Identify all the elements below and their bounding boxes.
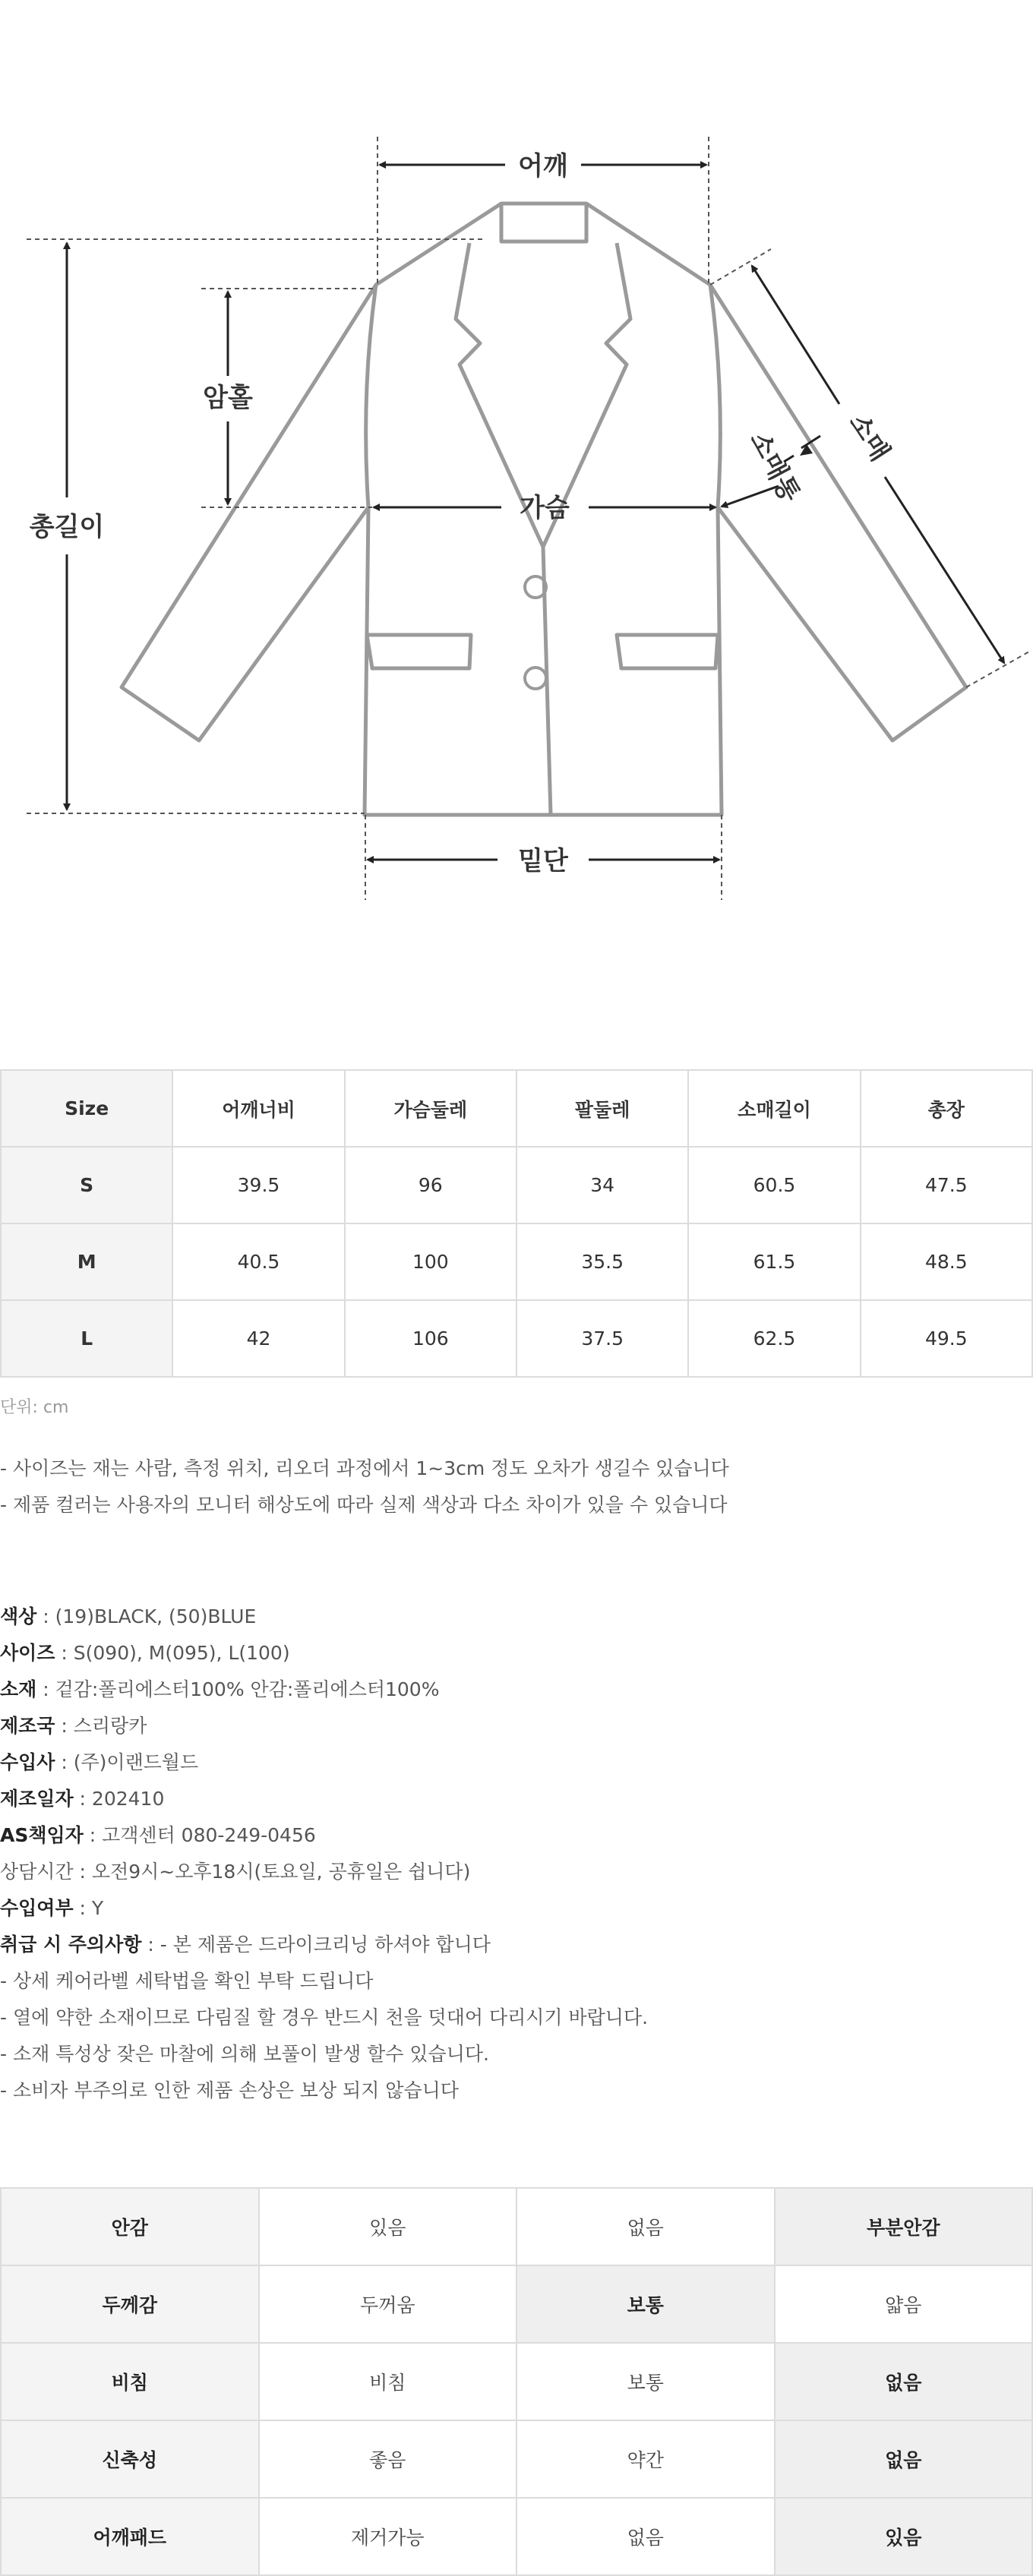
info-value: : 202410 xyxy=(73,1788,165,1810)
feature-option-cell: 제거가능 xyxy=(259,2498,517,2575)
size-value-cell: 40.5 xyxy=(172,1223,344,1300)
info-label: 제조일자 xyxy=(0,1788,74,1810)
feature-label-cell: 안감 xyxy=(1,2188,259,2265)
info-color xyxy=(0,1599,648,1635)
size-value-cell: 61.5 xyxy=(688,1223,860,1300)
size-header-cell: 어깨너비 xyxy=(172,1070,344,1147)
size-label-cell: M xyxy=(1,1223,172,1300)
info-label: 수입여부 xyxy=(0,1897,74,1919)
info-as xyxy=(0,1817,648,1854)
info-label: 사이즈 xyxy=(0,1642,55,1664)
product-info xyxy=(0,1599,648,2109)
table-row xyxy=(1,2343,1032,2420)
size-value-cell: 42 xyxy=(172,1300,344,1377)
feature-label-cell: 신축성 xyxy=(1,2420,259,2498)
sleeve-arrow-top xyxy=(752,266,839,404)
size-header-cell: Size xyxy=(1,1070,172,1147)
table-row xyxy=(1,2265,1032,2343)
size-label-cell: L xyxy=(1,1300,172,1377)
feature-option-cell: 없음 xyxy=(516,2498,775,2575)
size-table xyxy=(0,1069,1033,1378)
table-row xyxy=(1,2188,1032,2265)
size-header-cell: 소매길이 xyxy=(688,1070,860,1147)
feature-option-cell: 얇음 xyxy=(775,2265,1033,2343)
size-notes xyxy=(0,1451,729,1523)
feature-option-cell: 있음 xyxy=(775,2498,1033,2575)
feature-option-cell: 두꺼움 xyxy=(259,2265,517,2343)
size-label-cell: S xyxy=(1,1147,172,1223)
size-value-cell: 96 xyxy=(345,1147,516,1223)
feature-label-cell: 어깨패드 xyxy=(1,2498,259,2575)
label-shoulder: 어깨 xyxy=(518,151,568,182)
size-header-cell: 팔둘레 xyxy=(516,1070,688,1147)
feature-option-cell: 약간 xyxy=(516,2420,775,2498)
feature-option-cell: 보통 xyxy=(516,2265,775,2343)
table-row xyxy=(1,1223,1032,1300)
feature-table xyxy=(0,2187,1033,2576)
note-line: - 사이즈는 재는 사람, 측정 위치, 리오더 과정에서 1~3cm 정도 오차가 생길수 있습니다 xyxy=(0,1457,729,1479)
info-value: : (주)이랜드월드 xyxy=(55,1751,199,1773)
info-label: 취급 시 주의사항 xyxy=(0,1934,142,1956)
info-mfg-date xyxy=(0,1781,648,1817)
size-value-cell: 49.5 xyxy=(861,1300,1032,1377)
info-hours: 상담시간 : 오전9시~오후18시(토요일, 공휴일은 쉽니다) xyxy=(0,1861,471,1883)
size-value-cell: 62.5 xyxy=(688,1300,860,1377)
info-size xyxy=(0,1635,648,1672)
unit-note: 단위: cm xyxy=(0,1398,69,1417)
button-bottom xyxy=(525,668,546,689)
info-value: : 겉감:폴리에스터100% 안감:폴리에스터100% xyxy=(36,1678,440,1700)
size-value-cell: 106 xyxy=(345,1300,516,1377)
size-value-cell: 34 xyxy=(516,1147,688,1223)
info-label: 색상 xyxy=(0,1605,37,1627)
label-armhole: 암홀 xyxy=(203,383,253,413)
info-label: AS책임자 xyxy=(0,1824,84,1846)
feature-label-cell: 두께감 xyxy=(1,2265,259,2343)
info-import xyxy=(0,1890,648,1927)
size-table-header xyxy=(1,1070,1032,1147)
measurement-diagram xyxy=(0,0,1033,964)
care-line: - 소재 특성상 잦은 마찰에 의해 보풀이 발생 할수 있습니다. xyxy=(0,2043,489,2065)
size-value-cell: 100 xyxy=(345,1223,516,1300)
feature-option-cell: 없음 xyxy=(516,2188,775,2265)
label-chest: 가슴 xyxy=(520,493,570,523)
feature-option-cell: 비침 xyxy=(259,2343,517,2420)
size-header-cell: 가슴둘레 xyxy=(345,1070,516,1147)
info-value: : - 본 제품은 드라이크리닝 하셔야 합니다 xyxy=(141,1934,491,1956)
info-value: : S(090), M(095), L(100) xyxy=(55,1642,290,1664)
feature-option-cell: 좋음 xyxy=(259,2420,517,2498)
feature-label-cell: 비침 xyxy=(1,2343,259,2420)
table-row xyxy=(1,1147,1032,1223)
table-row xyxy=(1,2498,1032,2575)
info-label: 제조국 xyxy=(0,1715,55,1737)
feature-option-cell: 있음 xyxy=(259,2188,517,2265)
info-importer xyxy=(0,1744,648,1781)
size-value-cell: 60.5 xyxy=(688,1147,860,1223)
info-value: : Y xyxy=(73,1897,104,1919)
label-sleeve-width: 소매통 xyxy=(743,426,806,507)
size-value-cell: 39.5 xyxy=(172,1147,344,1223)
label-total-length: 총길이 xyxy=(29,512,105,542)
info-value: : 고객센터 080-249-0456 xyxy=(83,1824,316,1846)
info-label: 소재 xyxy=(0,1678,37,1700)
feature-option-cell: 부분안감 xyxy=(775,2188,1033,2265)
size-value-cell: 35.5 xyxy=(516,1223,688,1300)
sleeve-arrow-bottom xyxy=(885,477,1004,663)
size-value-cell: 37.5 xyxy=(516,1300,688,1377)
feature-option-cell: 보통 xyxy=(516,2343,775,2420)
feature-option-cell: 없음 xyxy=(775,2420,1033,2498)
size-value-cell: 48.5 xyxy=(861,1223,1032,1300)
info-value: : (19)BLACK, (50)BLUE xyxy=(36,1605,257,1627)
size-value-cell: 47.5 xyxy=(861,1147,1032,1223)
info-origin xyxy=(0,1708,648,1744)
note-line: - 제품 컬러는 사용자의 모니터 해상도에 따라 실제 색상과 다소 차이가 있을 수 있습니다 xyxy=(0,1494,728,1516)
info-material xyxy=(0,1672,648,1708)
care-line: - 상세 케어라벨 세탁법을 확인 부탁 드립니다 xyxy=(0,1970,374,1992)
info-label: 수입사 xyxy=(0,1751,55,1773)
care-line: - 열에 약한 소재이므로 다림질 할 경우 반드시 천을 덧대어 다리시기 바랍니다. xyxy=(0,2006,649,2028)
label-hem: 밑단 xyxy=(518,846,568,876)
label-sleeve: 소매 xyxy=(842,408,896,467)
feature-option-cell: 없음 xyxy=(775,2343,1033,2420)
table-row xyxy=(1,1300,1032,1377)
info-care xyxy=(0,1927,648,1963)
info-value: : 스리랑카 xyxy=(55,1715,147,1737)
table-row xyxy=(1,2420,1032,2498)
size-header-cell: 총장 xyxy=(861,1070,1032,1147)
care-line: - 소비자 부주의로 인한 제품 손상은 보상 되지 않습니다 xyxy=(0,2079,459,2101)
